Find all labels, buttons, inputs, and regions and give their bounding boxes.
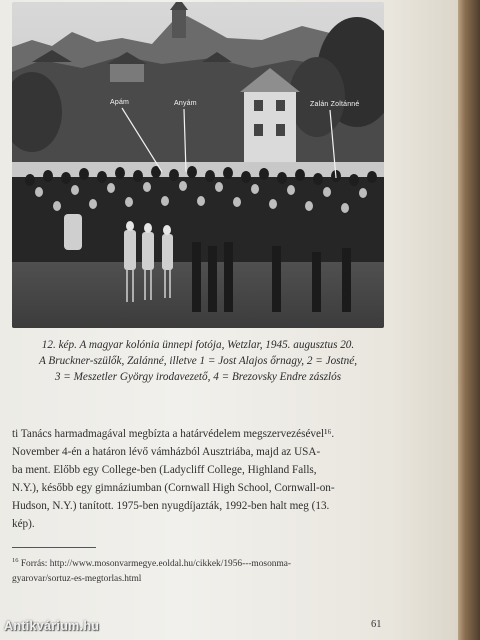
book-spine-shadow [455,0,480,640]
body-line: ti Tanács harmadmagával megbízta a határvédelem megszervezésével¹⁶. [12,428,335,440]
footnote-divider [12,547,96,548]
page-number: 61 [371,619,382,630]
caption-line: 3 = Meszetler György irodavezető, 4 = Brezovsky Endre zászlós [54,371,342,383]
footnote-line[interactable]: gyarovar/sortuz-es-megtorlas.html [12,574,142,585]
photo-label-apam: Apám [110,99,130,106]
footnote-number: 16 [12,557,19,564]
caption-line: 12. kép. A magyar kolónia ünnepi fotója, Wetzlar, 1945. augusztus 20. [41,339,355,351]
photo-label-anyam: Anyám [174,100,197,107]
footnote-line[interactable]: Forrás: http://www.mosonvarmegye.eoldal.hu/cikkek/1956---mosonma- [20,559,292,570]
watermark: Antikvárium.hu [4,619,100,633]
caption-line: A Bruckner-szülők, Zalánné, illetve 1 = Jost Alajos őrnagy, 2 = Jostné, [38,355,358,367]
historical-group-photo [12,2,384,328]
footnote [12,553,392,587]
body-line: Hudson, N.Y.) tanított. 1975-ben nyugdíjazták, 1992-ben halt meg (13. [12,500,330,512]
photo-label-zalan: Zalán Zoltánné [310,101,360,108]
body-line: N.Y.), később egy gimnáziumban (Cornwall High School, Cornwall-on- [12,482,335,494]
body-line: kép). [12,518,35,530]
body-line: ba ment. Előbb egy College-ben (Ladycliff College, Highland Falls, [12,464,317,476]
body-line: November 4-én a határon lévő vámházból Ausztriába, majd az USA- [12,446,321,458]
body-paragraph [12,425,392,533]
photo-caption [12,337,384,385]
